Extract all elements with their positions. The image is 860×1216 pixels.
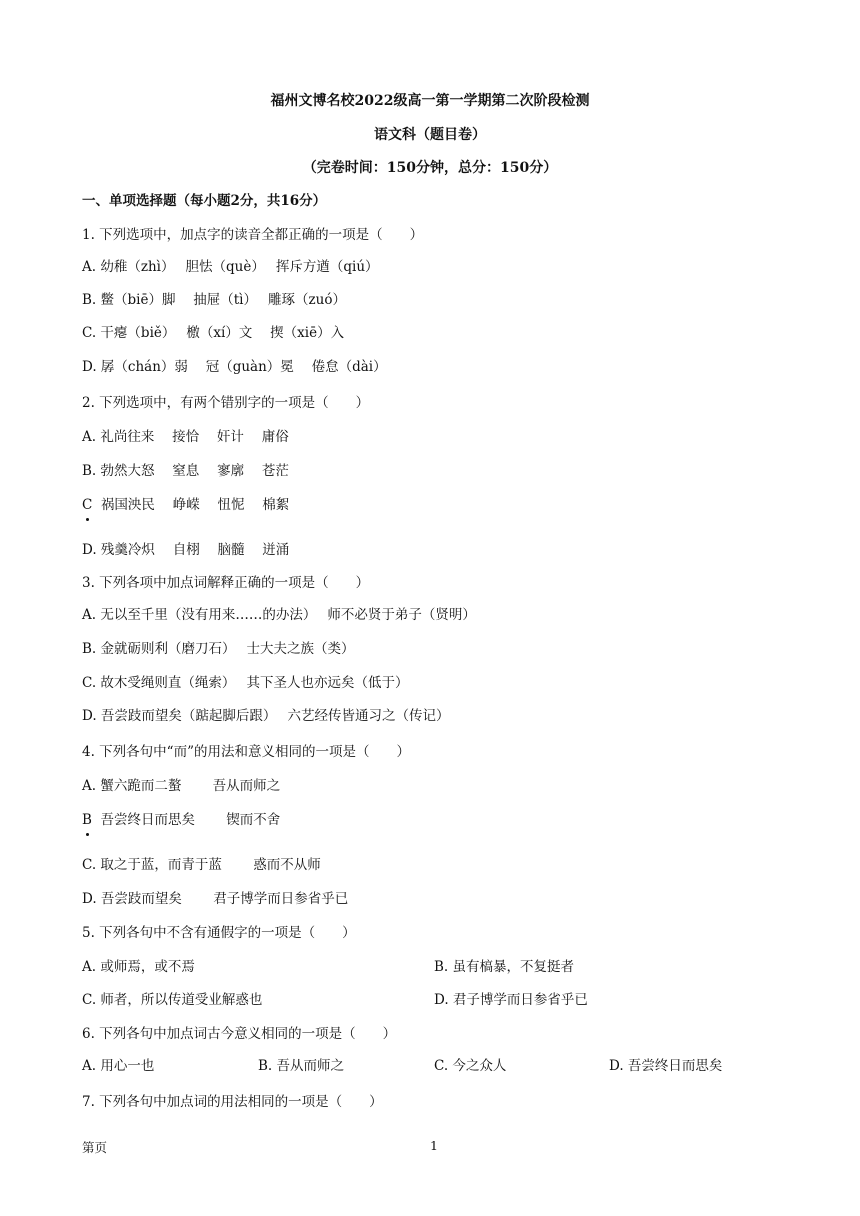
footer-page-number: 1	[430, 1138, 438, 1153]
question-4-option-b: B 吾尝终日而思矣 锲而不舍	[82, 812, 281, 828]
question-3-stem: 3. 下列各项中加点词解释正确的一项是（ ）	[82, 575, 370, 591]
question-5-option-b: B. 虽有槁暴，不复挺者	[434, 959, 575, 975]
question-1-option-a: A. 幼稚（zhì） 胆怯（què） 挥斥方遒（qiú）	[82, 259, 379, 275]
question-4-option-a: A. 蟹六跪而二螯 吾从而师之	[82, 778, 281, 794]
emphasis-dot	[86, 518, 89, 521]
question-1-option-b: B. 鳖（biē）脚 抽屉（tì） 雕琢（zuó）	[82, 292, 346, 308]
question-6-stem: 6. 下列各句中加点词古今意义相同的一项是（ ）	[82, 1026, 397, 1042]
document-subtitle: 语文科（题目卷）	[374, 127, 486, 143]
question-3-option-c: C. 故木受绳则直（绳索） 其下圣人也亦远矣（低于）	[82, 675, 409, 691]
question-5-option-a: A. 或师焉，或不焉	[82, 959, 195, 975]
question-5-option-c: C. 师者，所以传道受业解惑也	[82, 992, 263, 1008]
footer-page-label: 第页	[82, 1140, 108, 1155]
question-2-stem: 2. 下列选项中，有两个错别字的一项是（ ）	[82, 395, 370, 411]
question-5-option-d: D. 君子博学而日参省乎已	[434, 992, 588, 1008]
question-5-stem: 5. 下列各句中不含有通假字的一项是（ ）	[82, 925, 356, 941]
question-3-option-d: D. 吾尝跂而望矣（踮起脚后跟） 六艺经传皆通习之（传记）	[82, 708, 450, 724]
question-2-option-d: D. 残羹冷炽 自栩 脑髓 迸涌	[82, 542, 290, 558]
document-title: 福州文博名校2022级高一第一学期第二次阶段检测	[270, 93, 590, 109]
exam-info: （完卷时间：150分钟，总分：150分）	[302, 160, 558, 176]
question-3-option-a: A. 无以至千里（没有用来……的办法） 师不必贤于弟子（贤明）	[82, 607, 476, 623]
section-heading: 一、单项选择题（每小题2分，共16分）	[82, 193, 327, 209]
question-1-option-c: C. 干瘪（biě） 檄（xí）文 揳（xiē）入	[82, 325, 345, 341]
question-2-option-c: C 祸国泱民 峥嵘 忸怩 棉絮	[82, 497, 290, 513]
question-3-option-b: B. 金就砺则利（磨刀石） 士大夫之族（类）	[82, 641, 355, 657]
question-2-option-b: B. 勃然大怒 窒息 寥廓 苍茫	[82, 463, 289, 479]
question-4-option-d: D. 吾尝跂而望矣 君子博学而日参省乎已	[82, 891, 349, 907]
question-7-stem: 7. 下列各句中加点词的用法相同的一项是（ ）	[82, 1094, 383, 1110]
emphasis-dot	[86, 833, 89, 836]
question-2-option-a: A. 礼尚往来 接恰 奸计 庸俗	[82, 429, 289, 445]
question-6-option-a: A. 用心一也	[82, 1058, 155, 1074]
question-1-option-d: D. 孱（chán）弱 冠（guàn）冕 倦怠（dài）	[82, 359, 387, 375]
question-6-option-b: B. 吾从而师之	[258, 1058, 345, 1074]
question-4-option-c: C. 取之于蓝，而青于蓝 惑而不从师	[82, 857, 321, 873]
question-4-stem: 4. 下列各句中“而”的用法和意义相同的一项是（ ）	[82, 744, 410, 760]
question-1-stem: 1. 下列选项中，加点字的读音全都正确的一项是（ ）	[82, 227, 424, 243]
question-6-option-d: D. 吾尝终日而思矣	[609, 1058, 723, 1074]
question-6-option-c: C. 今之众人	[434, 1058, 507, 1074]
